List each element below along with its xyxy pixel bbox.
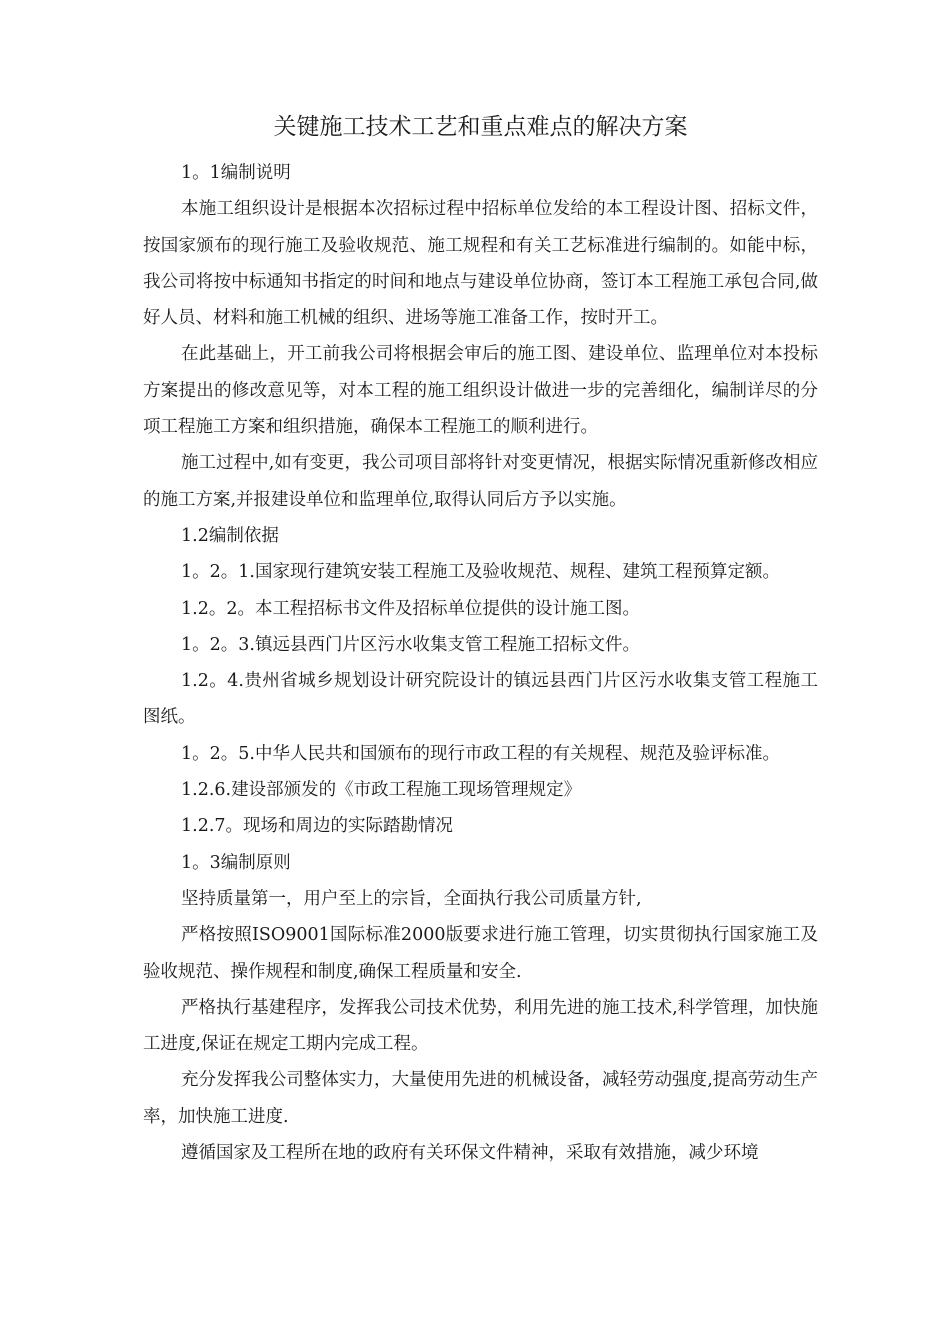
list-item: 1.2.6.建设部颁发的《市政工程施工现场管理规定》 (181, 780, 582, 801)
section-heading-1-3: 1。3编制原则 (181, 852, 291, 873)
body-paragraph: 遵循国家及工程所在地的政府有关环保文件精神，采取有效措施，减少环境 (181, 1143, 759, 1164)
list-item: 1.2。4.贵州省城乡规划设计研究院设计的镇远县西门片区污水收集支管工程施工图纸。 (143, 671, 818, 728)
document-title: 关键施工技术工艺和重点难点的解决方案 (273, 114, 688, 140)
section-heading-1-2: 1.2编制依据 (181, 525, 279, 546)
list-item: 1.2。2。本工程招标书文件及招标单位提供的设计施工图。 (181, 598, 640, 619)
document-page (143, 104, 818, 1171)
body-paragraph: 严格执行基建程序，发挥我公司技术优势，利用先进的施工技术,科学管理，加快施工进度,保证在规定工期内完成工程。 (143, 997, 818, 1055)
body-paragraph: 坚持质量第一，用户至上的宗旨，全面执行我公司质量方针, (181, 888, 642, 909)
body-paragraph: 充分发挥我公司整体实力，大量使用先进的机械设备，减轻劳动强度,提高劳动生产率，加快施工进度. (143, 1070, 818, 1127)
body-paragraph: 严格按照ISO9001国际标准2000版要求进行施工管理，切实贯彻执行国家施工及验收规范、操作规程和制度,确保工程质量和安全. (143, 925, 818, 982)
list-item: 1。2。5.中华人民共和国颁布的现行市政工程的有关规程、规范及验评标准。 (181, 743, 780, 764)
list-item: 1.2.7。现场和周边的实际踏勘情况 (181, 816, 454, 837)
section-heading-1-1: 1。1编制说明 (181, 163, 291, 183)
body-paragraph: 本施工组织设计是根据本次招标过程中招标单位发给的本工程设计图、招标文件，按国家颁布的现行施工及验收规范、施工规程和有关工艺标准进行编制的。如能中标，我公司将按中标通知书指定的时间和地点与建设单位协商，签订本工程施工承包合同,做好人员、材料和施工机械的组织、进场等施工准备工作，按时开工。 (143, 199, 818, 329)
body-paragraph: 在此基础上，开工前我公司将根据会审后的施工图、建设单位、监理单位对本投标方案提出的修改意见等，对本工程的施工组织设计做进一步的完善细化，编制详尽的分项工程施工方案和组织措施，确保本工程施工的顺利进行。 (143, 344, 818, 438)
list-item: 1。2。1.国家现行建筑安装工程施工及验收规范、规程、建筑工程预算定额。 (181, 562, 780, 583)
list-item: 1。2。3.镇远县西门片区污水收集支管工程施工招标文件。 (181, 634, 640, 655)
body-paragraph: 施工过程中,如有变更，我公司项目部将针对变更情况，根据实际情况重新修改相应的施工方案,并报建设单位和监理单位,取得认同后方予以实施。 (143, 453, 818, 510)
